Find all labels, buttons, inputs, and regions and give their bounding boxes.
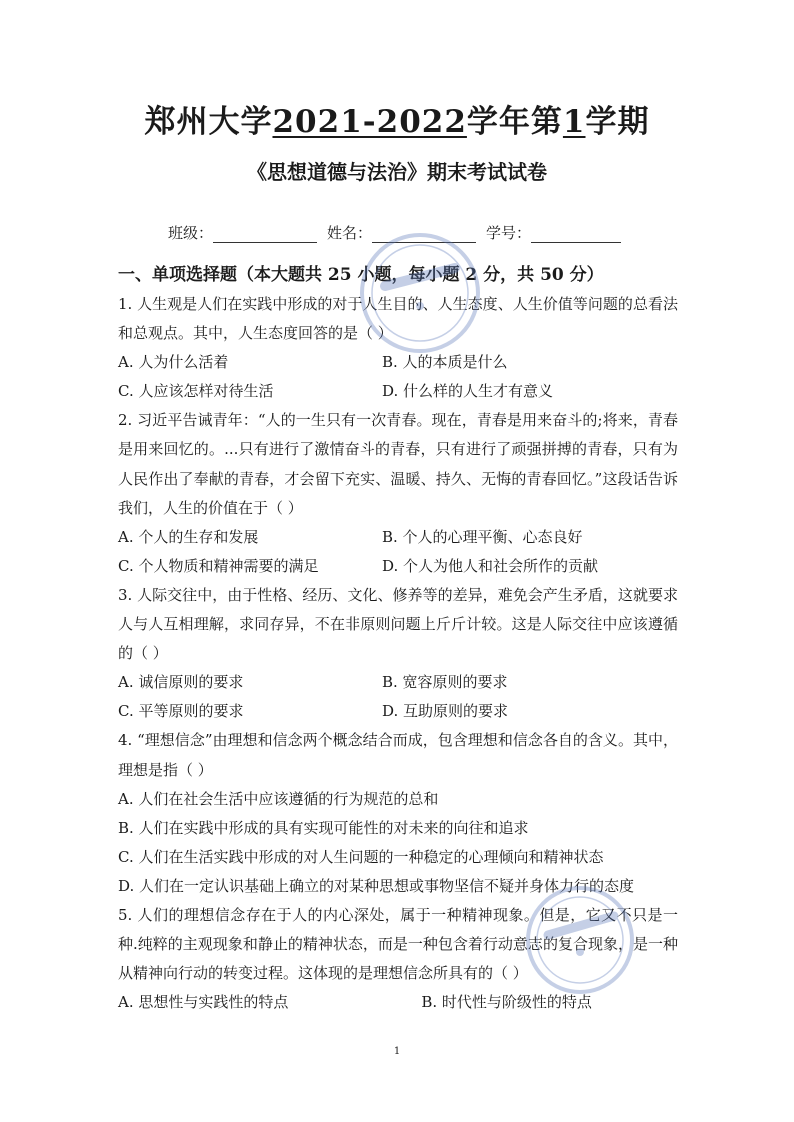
name-label: 姓名： [327,224,373,242]
question-5 [118,901,678,1017]
question-list [118,290,678,1017]
option-a: A. 诚信原则的要求 [118,673,244,692]
option-a: A. 思想性与实践性的特点 [118,993,289,1012]
option-d: D. 人们在一定认识基础上确立的对某种思想或事物坚信不疑并身体力行的态度 [118,876,635,895]
option-a: A. 人为什么活着 [118,353,229,372]
option-b: B. 时代性与阶级性的特点 [421,993,592,1012]
option-row [118,377,678,406]
option-row [118,697,678,726]
option-row [118,552,678,581]
page-number: 1 [393,1046,401,1057]
option-c: C. 人应该怎样对待生活 [118,382,274,401]
option-row [118,523,678,552]
option-c: C. 人们在生活实践中形成的对人生问题的一种稳定的心理倾向和精神状态 [118,847,604,866]
option-row [118,668,678,697]
option-c: C. 平等原则的要求 [118,702,244,721]
section-heading: 一、单项选择题（本大题共 25 小题，每小题 2 分，共 50 分） [118,265,604,285]
title-term-number: 1 [562,104,586,140]
title-university: 郑州大学 [144,104,273,140]
question-2 [118,406,678,581]
exam-subtitle: 《思想道德与法治》期末考试试卷 [247,160,547,184]
question-stem: 4. “理想信念”由理想和信念两个概念结合而成，包含理想和信念各自的含义。其中，理想是指（ ） [118,731,678,779]
question-4 [118,726,678,901]
option-row [118,988,678,1017]
title-academic-year: 学年第 [466,104,563,140]
option-b: B. 人的本质是什么 [382,353,508,372]
class-label: 班级： [168,224,214,242]
exam-title [0,96,794,141]
option-d: D. 互助原则的要求 [382,702,509,721]
option-row [118,348,678,377]
question-1 [118,290,678,406]
name-blank[interactable] [372,226,476,243]
option-a: A. 个人的生存和发展 [118,527,259,546]
option-a: A. 人们在社会生活中应该遵循的行为规范的总和 [118,789,439,808]
student-id-label: 学号： [486,224,532,242]
question-stem: 3. 人际交往中，由于性格、经历、文化、修养等的差异，难免会产生矛盾，这就要求人与人互相理解，求同存异，不在非原则问题上斤斤计较。这是人际交往中应该遵循的（ ） [118,585,678,663]
option-d: D. 个人为他人和社会所作的贡献 [382,556,599,575]
option-c: C. 个人物质和精神需要的满足 [118,556,319,575]
question-stem: 1. 人生观是人们在实践中形成的对于人生目的、人生态度、人生价值等问题的总看法和总观点。其中，人生态度回答的是（ ） [118,295,678,343]
title-term: 学期 [585,104,650,140]
title-year: 2021-2022 [272,104,467,140]
option-d: D. 什么样的人生才有意义 [382,382,554,401]
class-blank[interactable] [213,226,317,243]
option-b: B. 宽容原则的要求 [382,673,508,692]
question-stem: 5. 人们的理想信念存在于人的内心深处，属于一种精神现象。但是，它又不只是一种.纯粹的主观现象和静止的精神状态，而是一种包含着行动意志的复合现象，是一种从精神向行动的转变过程。这体现的是理想信念所具有的（ ） [118,905,678,983]
option-b: B. 个人的心理平衡、心态良好 [382,527,583,546]
student-info-row [168,222,648,243]
question-stem: 2. 习近平告诫青年：“人的一生只有一次青春。现在，青春是用来奋斗的;将来，青春是用来回忆的。...只有进行了激情奋斗的青春，只有进行了顽强拼搏的青春，只有为人民作出了奉献的青春，才会留下充实、温暖、持久、无悔的青春回忆。”这段话告诉我们，人生的价值在于（ ） [118,411,678,517]
question-3 [118,581,678,726]
student-id-blank[interactable] [531,226,621,243]
option-b: B. 人们在实践中形成的具有实现可能性的对未来的向往和追求 [118,818,529,837]
